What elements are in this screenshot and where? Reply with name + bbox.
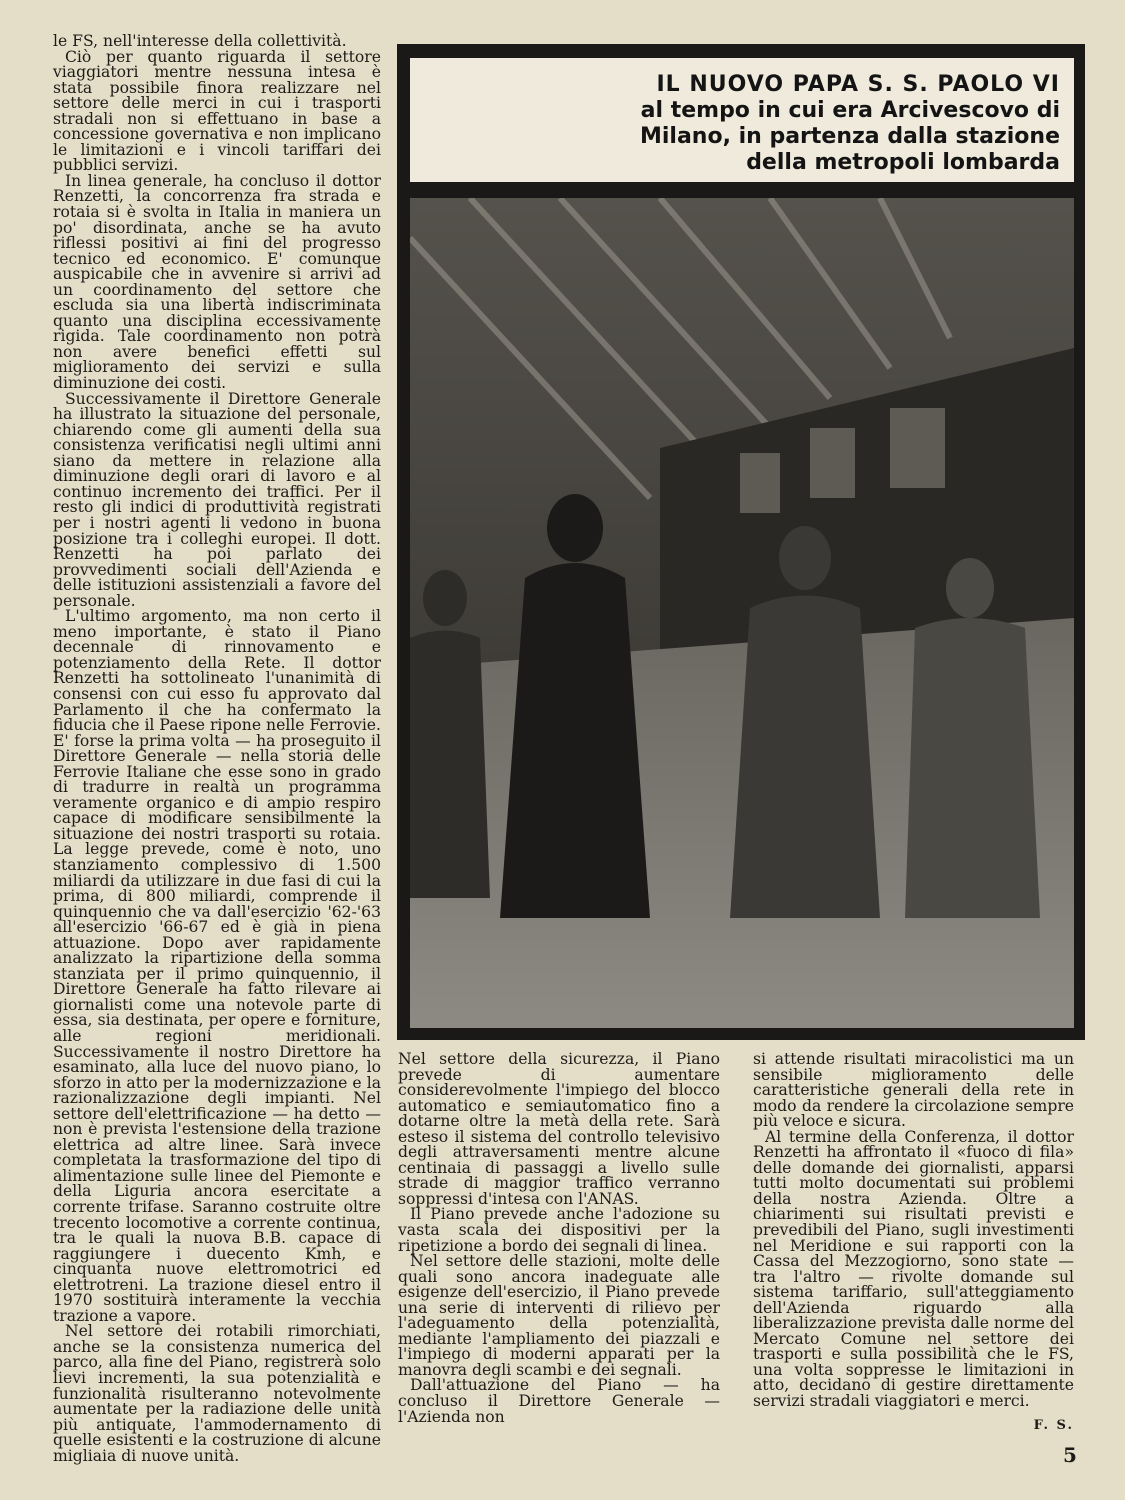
paragraph: Ciò per quanto riguarda il settore viaggiatori mentre nessuna intesa è stata possibile finora realizzare nel settore delle merci in cui i trasporti stradali non si effettuano in base a concessione governativa e non implicano le limitazioni e i vincoli tariffari dei pubblici servizi. [53, 47, 381, 175]
article-column-2 [398, 1052, 720, 1425]
page-number: 5 [1063, 1443, 1077, 1467]
paragraph: Dall'attuazione del Piano — ha concluso il Direttore Generale — l'Azienda non [398, 1376, 720, 1426]
news-photo [410, 198, 1074, 1028]
photo-caption [580, 72, 1060, 176]
paragraph: L'ultimo argomento, ma non certo il meno importante, è stato il Piano decennale di rinnovamento e potenziamento della Rete. Il dottor Renzetti ha sottolineato l'unanimità di consensi con cui esso fu approvato dal Parlamento il che ha confermato la fiducia che il Paese ripone nelle Ferrovie. E' forse la prima volta — ha proseguito il Direttore Generale — nella storia delle Ferrovie Italiane che esse sono in grado di tradurre in realtà un programma veramente organico e di ampio respiro capace di modificare sensibilmente la situazione dei nostri trasporti su rotaia. La legge prevede, come è noto, uno stanziamento complessivo di 1.500 miliardi da utilizzare in due fasi di cui la prima, di 800 miliardi, comprende il quinquennio che va dall'esercizio '62-'63 all'esercizio '66-67 ed è già in piena attuazione. Dopo aver rapidamente analizzato la ripartizione della somma stanziata per il primo quinquennio, il Direttore Generale ha fatto rilevare ai giornalisti come una notevole parte di essa, sia destinata, per opere e forniture, alle regioni meridionali. Successivamente il nostro Direttore ha esaminato, alla luce del nuovo piano, lo sforzo in atto per la modernizzazione e la razionalizzazione degli impianti. Nel settore dell'elettrificazione — ha detto — non è prevista l'estensione della trazione elettrica ad altre linee. Sarà invece completata la trasformazione del tipo di alimentazione sulle linee del Piemonte e della Liguria ancora esercitate a corrente trifase. Saranno costruite oltre trecento locomotive a corrente continua, tra le quali la nuova B.B. capace di raggiungere i duecento Kmh, e cinquanta nuove elettromotrici ed elettrotreni. La trazione diesel entro il 1970 sostituirà interamente la vecchia trazione a vapore. [53, 607, 381, 1325]
photo-caption-text: al tempo in cui era Arcivescovo di Milano, in partenza dalla stazione della metropoli lombarda [639, 98, 1060, 175]
article-column-1 [53, 34, 381, 1464]
paragraph: Nel settore delle stazioni, molte delle quali sono ancora inadeguate alle esigenze dell'esercizio, il Piano prevede una serie di interventi di rilievo per l'adeguamento della potenzialità, mediante l'ampliamento dei piazzali e l'impiego di moderni apparati per la manovra degli scambi e dei segnali. [398, 1252, 720, 1379]
paragraph: Nel settore dei rotabili rimorchiati, anche se la consistenza numerica del parco, alla fine del Piano, registrerà solo lievi incrementi, la sua potenzialità e funzionalità risulteranno notevolmente aumentate per la radiazione delle unità più antiquate, l'ammodernamento di quelle esistenti e la costruzione di alcune migliaia di nuove unità. [53, 1322, 381, 1465]
article-column-3 [753, 1052, 1074, 1433]
photo-illustration [410, 198, 1074, 1028]
paragraph: Al termine della Conferenza, il dottor Renzetti ha affrontato il «fuoco di fila» delle domande dei giornalisti, apparsi tutti molto documentati sui problemi della nostra Azienda. Oltre a chiarimenti sui risultati previsti e prevedibili del Piano, sugli investimenti nel Meridione e sui rapporti con la Cassa del Mezzogiorno, sono state — tra l'altro — rivolte domande sul sistema tariffario, sull'atteggiamento dell'Azienda riguardo alla liberalizzazione prevista dalle norme del Mercato Comune nel settore dei trasporti e sulla possibilità che le FS, una volta soppresse le limitazioni in atto, decidano di gestire direttamente servizi stradali viaggiatori e merci. [753, 1127, 1074, 1411]
paragraph: Il Piano prevede anche l'adozione su vasta scala dei dispositivi per la ripetizione a bordo dei segnali di linea. [398, 1205, 720, 1255]
photo-caption-box [410, 58, 1074, 182]
paragraph: si attende risultati miracolistici ma un sensibile miglioramento delle caratteristiche generali della rete in modo da rendere la circolazione sempre più veloce e sicura. [753, 1050, 1074, 1131]
paragraph: In linea generale, ha concluso il dottor Renzetti, la concorrenza fra strada e rotaia si è svolta in Italia in maniera un po' disordinata, anche se ha avuto riflessi positivi ai fini del progresso tecnico ed economico. E' comunque auspicabile che in avvenire si arrivi ad un coordinamento del settore che escluda sia una libertà indiscriminata quanto una disciplina eccessivamente rigida. Tale coordinamento non potrà non avere benefici effetti sul miglioramento dei servizi e sulla diminuzione dei costi. [53, 171, 381, 393]
paragraph: Nel settore della sicurezza, il Piano prevede di aumentare considerevolmente l'impiego del blocco automatico e semiautomatico fino a dotarne oltre la metà della rete. Sarà esteso il sistema del controllo televisivo degli attraversamenti mentre alcune centinaia di passaggi a livello sulle strade di maggior traffico verranno soppressi d'intesa con l'ANAS. [398, 1050, 720, 1208]
paragraph: le FS, nell'interesse della collettività. [53, 32, 347, 50]
photo-caption-headline: IL NUOVO PAPA S. S. PAOLO VI [656, 72, 1060, 97]
paragraph: Successivamente il Direttore Generale ha illustrato la situazione del personale, chiarendo come gli aumenti della sua consistenza verificatisi negli ultimi anni siano da mettere in relazione alla diminuzione degli orari di lavoro e al continuo incremento dei traffici. Per il resto gli indici di produttività registrati per i nostri agenti li vedono in buona posizione tra i colleghi europei. Il dott. Renzetti ha poi parlato dei provvedimenti sociali dell'Azienda e delle istituzioni assistenziali a favore del personale. [53, 389, 381, 610]
author-signature: F. S. [1033, 1417, 1074, 1433]
